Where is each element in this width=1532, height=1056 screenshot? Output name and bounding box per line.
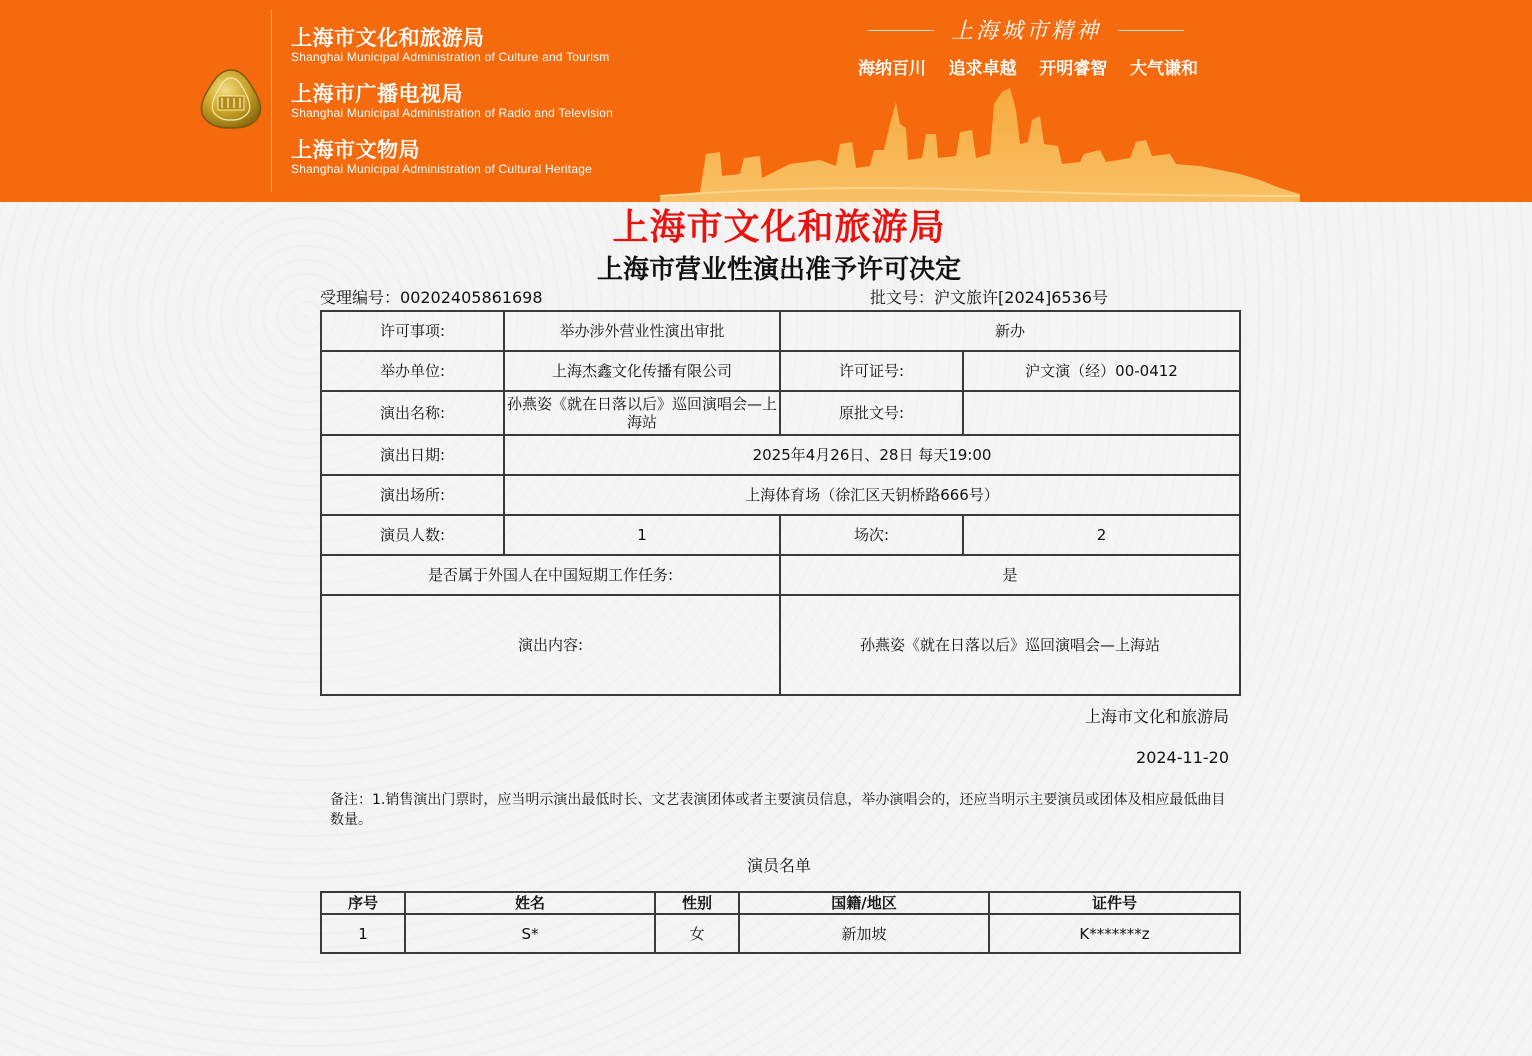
table-row bbox=[321, 914, 1240, 953]
license-value: 沪文演（经）00-0412 bbox=[963, 351, 1240, 391]
approval-label: 批文号： bbox=[870, 288, 935, 307]
license-label: 许可证号: bbox=[780, 351, 963, 391]
content-value: 孙燕姿《就在日落以后》巡回演唱会—上海站 bbox=[780, 595, 1240, 695]
table-row bbox=[321, 311, 1240, 351]
approval-value: 沪文旅许[2024]6536号 bbox=[934, 288, 1108, 307]
performer-list-title: 演员名单 bbox=[746, 856, 811, 875]
performer-id: K*******z bbox=[989, 914, 1240, 953]
show-name-value: 孙燕姿《就在日落以后》巡回演唱会—上海站 bbox=[504, 391, 780, 435]
remark-text: 备注：1.销售演出门票时，应当明示演出最低时长、文艺表演团体或者主要演员信息，举办演唱会的，还应当明示主要演员或团体及相应最低曲目数量。 bbox=[330, 792, 1226, 828]
content-label: 演出内容: bbox=[321, 595, 780, 695]
city-spirit-word: 追求卓越 bbox=[948, 59, 1017, 79]
org-title: 上海市文化和旅游局 bbox=[612, 207, 946, 248]
organizer-value: 上海杰鑫文化传播有限公司 bbox=[504, 351, 780, 391]
permit-table bbox=[320, 310, 1241, 696]
table-row bbox=[321, 595, 1240, 695]
venue-label: 演出场所: bbox=[321, 475, 504, 515]
city-skyline-icon bbox=[660, 84, 1300, 202]
col-header-name: 姓名 bbox=[405, 892, 655, 914]
city-spirit-title: 上海城市精神 bbox=[950, 19, 1101, 44]
performer-name: S* bbox=[405, 914, 655, 953]
table-row bbox=[321, 475, 1240, 515]
city-spirit-word: 海纳百川 bbox=[858, 59, 926, 79]
foreign-work-label: 是否属于外国人在中国短期工作任务: bbox=[321, 555, 780, 595]
show-date-value: 2025年4月26日、28日 每天19:00 bbox=[504, 435, 1240, 475]
col-header-id: 证件号 bbox=[989, 892, 1240, 914]
permit-item-type: 新办 bbox=[780, 311, 1240, 351]
agency-name-en: Shanghai Municipal Administration of Culture and Tourism bbox=[291, 50, 610, 64]
approval-number bbox=[870, 287, 1108, 309]
performer-count-label: 演员人数: bbox=[321, 515, 504, 555]
col-header-nationality: 国籍/地区 bbox=[739, 892, 989, 914]
col-header-index: 序号 bbox=[321, 892, 405, 914]
signature-org: 上海市文化和旅游局 bbox=[1084, 707, 1229, 726]
agency-radio-tv[interactable] bbox=[291, 82, 613, 120]
show-name-label: 演出名称: bbox=[321, 391, 504, 435]
city-spirit-word: 开明睿智 bbox=[1039, 59, 1108, 79]
performer-count-value: 1 bbox=[504, 515, 780, 555]
city-spirit-words bbox=[858, 54, 1198, 79]
table-row bbox=[321, 555, 1240, 595]
acceptance-value: 00202405861698 bbox=[400, 288, 543, 307]
show-date-label: 演出日期: bbox=[321, 435, 504, 475]
table-row bbox=[321, 435, 1240, 475]
sessions-label: 场次: bbox=[780, 515, 963, 555]
permit-item-label: 许可事项: bbox=[321, 311, 504, 351]
table-row bbox=[321, 351, 1240, 391]
agency-cultural-heritage[interactable] bbox=[291, 138, 592, 176]
agency-name-en: Shanghai Municipal Administration of Radio and Television bbox=[291, 106, 614, 120]
site-header bbox=[0, 0, 1532, 202]
performer-nationality: 新加坡 bbox=[739, 914, 989, 953]
table-header-row bbox=[321, 892, 1240, 914]
table-row bbox=[321, 515, 1240, 555]
agency-culture-tourism[interactable] bbox=[291, 26, 609, 64]
agency-name-en: Shanghai Municipal Administration of Cultural Heritage bbox=[291, 162, 592, 176]
permit-item-value: 举办涉外营业性演出审批 bbox=[504, 311, 780, 351]
header-divider bbox=[271, 10, 272, 192]
acceptance-number bbox=[320, 287, 543, 309]
decor-line bbox=[1118, 30, 1184, 31]
signature-date: 2024-11-20 bbox=[1136, 748, 1229, 767]
table-row bbox=[321, 391, 1240, 435]
venue-value: 上海体育场（徐汇区天钥桥路666号） bbox=[504, 475, 1240, 515]
agency-name-cn: 上海市文化和旅游局 bbox=[291, 26, 485, 50]
decision-title: 上海市营业性演出准予许可决定 bbox=[596, 255, 961, 285]
organizer-label: 举办单位: bbox=[321, 351, 504, 391]
orig-approval-label: 原批文号: bbox=[780, 391, 963, 435]
performer-table bbox=[320, 891, 1241, 954]
agency-name-cn: 上海市广播电视局 bbox=[291, 82, 463, 106]
shanghai-emblem-icon bbox=[198, 68, 264, 130]
col-header-gender: 性别 bbox=[655, 892, 739, 914]
acceptance-label: 受理编号： bbox=[320, 288, 401, 307]
foreign-work-value: 是 bbox=[780, 555, 1240, 595]
performer-index: 1 bbox=[321, 914, 405, 953]
agency-name-cn: 上海市文物局 bbox=[291, 138, 420, 162]
sessions-value: 2 bbox=[963, 515, 1240, 555]
orig-approval-value bbox=[963, 391, 1240, 435]
performer-gender: 女 bbox=[655, 914, 739, 953]
city-spirit-word: 大气谦和 bbox=[1129, 59, 1198, 79]
